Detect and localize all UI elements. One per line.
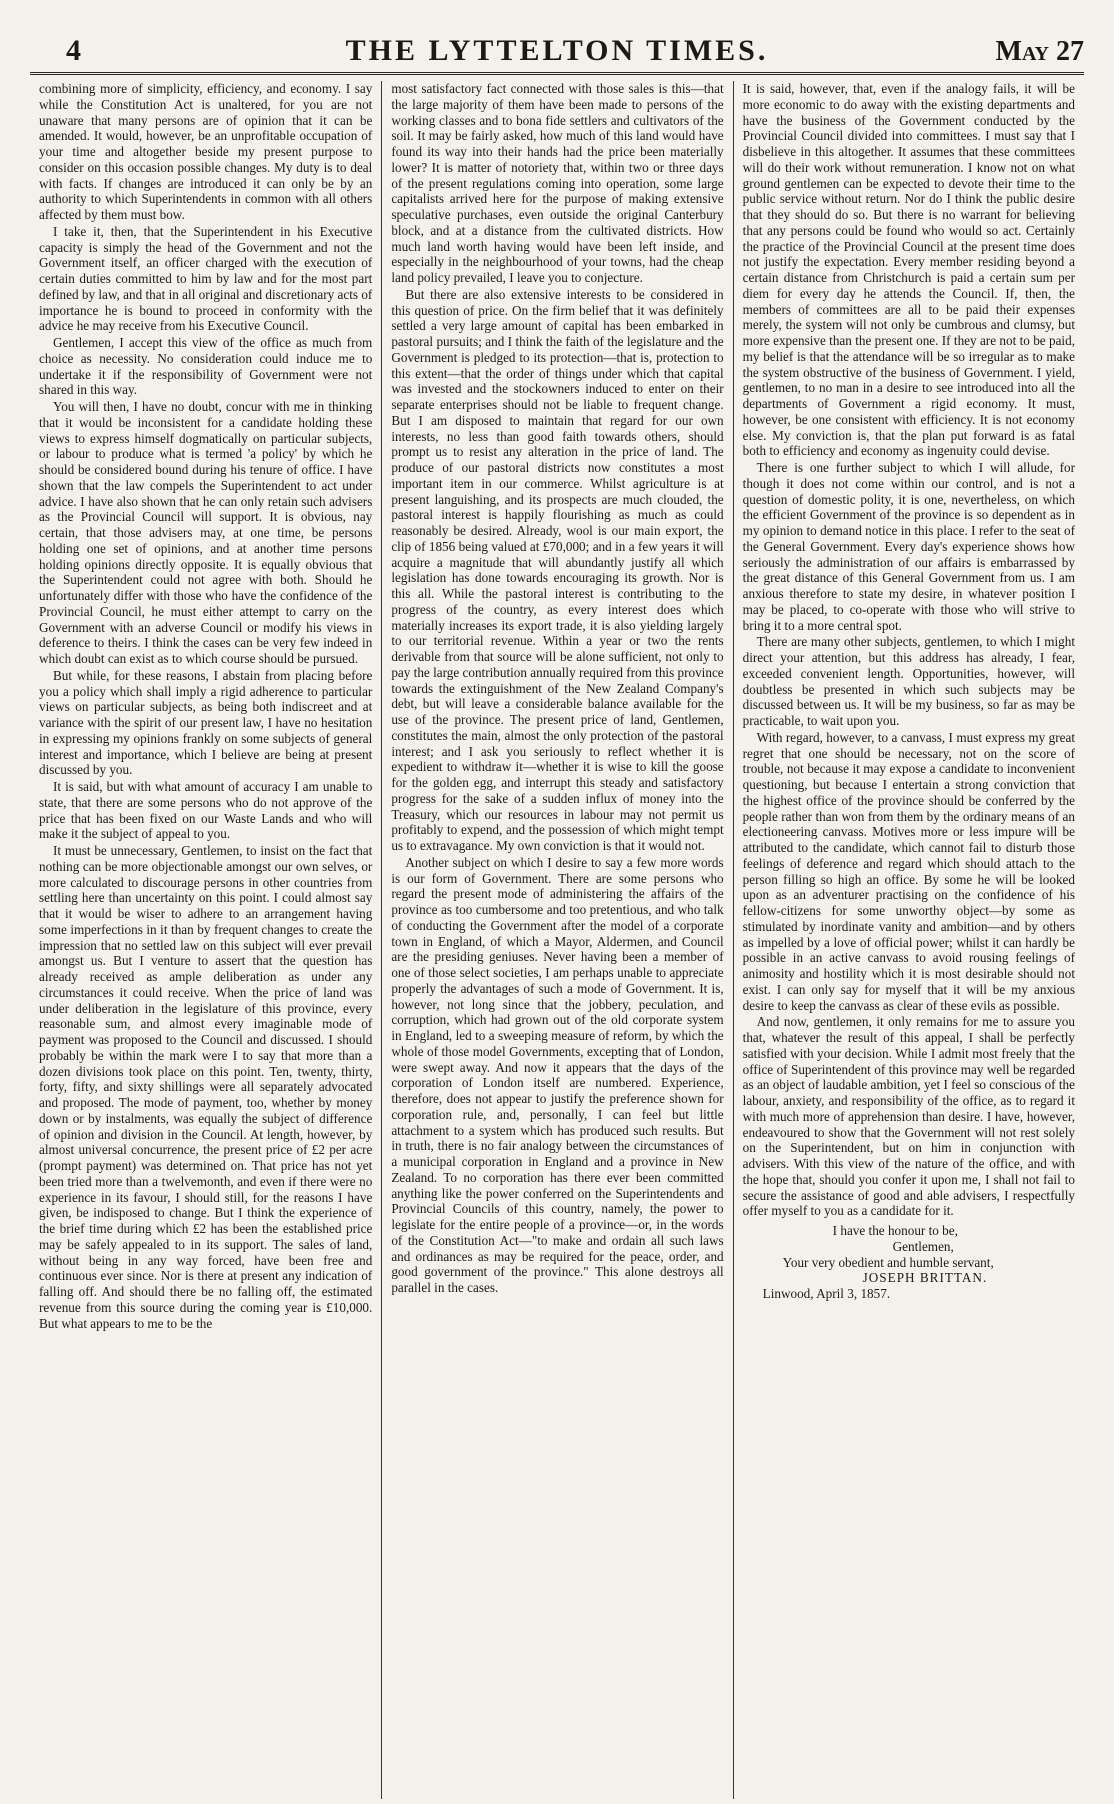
- newspaper-title: THE LYTTELTON TIMES.: [345, 34, 769, 67]
- paragraph: most satisfactory fact connected with those sales is this—that the large majority of them have been made to persons of the working classes and to bona fide settlers and cultivators of the soil. It may be fairly asked, how much of this land would have found its way into their hands had the price been materially lower? It is matter of notoriety that, within two or three days of the present regulations coming into operation, some large capitalists arrived here for the purpose of making extensive speculative purchases, even outside the original Canterbury block, and at a distance from the cultivated districts. How much land worth having would have been left inside, and especially in the neighbourhood of your towns, had the cheap land policy prevailed, I leave you to conjecture.: [391, 81, 724, 285]
- paragraph: With regard, however, to a canvass, I must express my great regret that one should be necessary, not on the score of trouble, not because it may expose a candidate to inconvenient questioning, but because I entertain a strong conviction that the highest office of the province should be conferred by the people rather than won from them by the ordinary means of an electioneering canvass. Motives more or less impure will be attributed to the candidate, which cannot fail to disturb those feelings of deference and regard which should attach to the person filling so high an office. By some he will be looked upon as an adventurer practising on the confidence of his fellow-citizens for some unworthy object—by some as stimulated by inordinate vanity and ambition—and by others as impelled by a love of official power; whilst it can hardly be possible in an active canvass to avoid rousing feelings of animosity and hostility which it is most desirable should not exist. I can only say for myself that it will be my anxious desire to keep the canvass as clear of these evils as possible.: [742, 729, 1075, 1013]
- place-date: Linwood, April 3, 1857.: [762, 1286, 891, 1301]
- column-3: [733, 81, 1084, 1799]
- paragraph: There is one further subject to which I will allude, for though it does not come within our control, and is not a question of domestic polity, it is one, nevertheless, on which the efficient Government of the province is so dependent as in my opinion to demand notice in this place. I refer to the seat of the General Government. Every day's experience shows how seriously the administration of our affairs is embarrassed by the great distance of this General Government from us. I am anxious therefore to state my desire, in whatever position I may be placed, to co-operate with those who will strive to bring it to a more central spot.: [742, 460, 1075, 633]
- paragraph: It is said, however, that, even if the analogy fails, it will be more economic to do away with the existing departments and have the business of the Government conducted by the Provincial Council divided into committees. I must say that I disbelieve in this altogether. It assumes that these committees will do their work without remuneration. I know not on what ground gentlemen can be expected to devote their time to the public service without return. Nor do I think the public desire that they should do so. But there is no warrant for believing that any persons could be found who would so act. Certainly the practice of the Provincial Council at the present time does not justify the expectation. Every member residing beyond a certain distance from Christchurch is paid a certain sum per diem for every day he attends the Council. If, then, the members of committees are all to be paid their expenses merely, the system will not only be cumbrous and clumsy, but more expensive than the present one. If they are not to be paid, my belief is that the attendance will be so irregular as to make the system obstructive of the business of Government. I yield, gentlemen, to no man in a desire to see introduced into all the departments of Government a rigid economy. It must, however, be one consistent with efficiency. It is not economy else. My conviction is, that the plan put forward is as fatal both to efficiency and economy as ingenuity could devise.: [742, 81, 1075, 459]
- paragraph: But there are also extensive interests to be considered in this question of price. On the firm belief that it was definitely settled a very large amount of capital has been embarked in pastoral pursuits; and I think the faith of the legislature and the Government is pledged to its protection—that is, protection to this extent—that the order of things under which that capital was invested and the stockowners induced to enter on their separate enterprises should not be liable to frequent change. But I am disposed to maintain that regard for our own interests, no less than good faith towards others, should prompt us to resist any alteration in the price of land. The produce of our pastoral districts now constitutes a most important item in our commerce. Whilst agriculture is at present languishing, and its prospects are much clouded, the pastoral interest is happily flourishing as much as could reasonably be desired. Already, wool is our main export, the clip of 1856 being valued at £70,000; and in a few years it will acquire a magnitude that will abundantly justify all which legislation has done towards encouraging its growth. Nor is this all. While the pastoral interest is contributing to the progress of the country, as every interest does which materially increases its export trade, it is also yielding largely to our territorial revenue. Within a year or two the rents derivable from that source will be alone sufficient, not only to pay the large contribution annually required from this province towards the extinguishment of the New Zealand Company's debt, but will leave a considerable balance available for the use of the province. The present price of land, Gentlemen, constitutes the main, almost the only protection of the pastoral interest; and I ask you seriously to reflect whether it is expedient to withdraw it—whether it is wise to kill the goose for the golden egg, and interrupt this steady and satisfactory progress for the sake of a sudden influx of money into the Treasury, which our resources in labour may not permit us profitably to expend, and the possession of which might tempt us to extravagance. My own conviction is that it would not.: [391, 286, 724, 853]
- column-2: [381, 81, 732, 1799]
- closing-servant: Your very obedient and humble servant,: [782, 1254, 994, 1270]
- closing-salutation: Gentlemen,: [892, 1238, 954, 1254]
- paragraph: There are many other subjects, gentlemen, to which I might direct your attention, but this address has already, I fear, exceeded convenient length. Opportunities, however, will doubtless be presented in which such subjects may be discussed between us. It will be my business, so far as may be practicable, to wait upon you.: [742, 634, 1075, 728]
- masthead: [30, 22, 1084, 75]
- paragraph: Gentlemen, I accept this view of the office as much from choice as necessity. No consideration could induce me to undertake it if the responsibility of Government were not shared in this way.: [39, 335, 373, 398]
- issue-date: May 27: [995, 36, 1084, 67]
- paragraph: You will then, I have no doubt, concur with me in thinking that it would be inconsistent for a candidate holding these views to express himself dogmatically on particular subjects, or labour to produce what is termed 'a policy' by which he should be considered bound during his tenure of office. I have shown that the law compels the Superintendent to act under advice. I have also shown that he can only retain such advisers as the Provincial Council will support. It is obvious, nay certain, that those advisers may, at one time, be persons holding one set of opinions, and at another time persons holding opinions directly opposite. It is equally obvious that the Superintendent could not agree with both. Should he unfortunately differ with those who have the confidence of the Provincial Council, he must either attempt to carry on the Government with an adverse Council or modify his views in deference to theirs. I think the cases can be very few indeed in which doubt can exist as to which course should be pursued.: [39, 399, 373, 666]
- column-1: [30, 81, 381, 1799]
- paragraph: And now, gentlemen, it only remains for me to assure you that, whatever the result of this appeal, I shall be perfectly satisfied with your decision. While I admit most freely that the office of Superintendent of this province may well be regarded as an object of laudable ambition, yet I feel so conscious of the labour, anxiety, and responsibility of the office, as to regard it with much more of apprehension than desire. I have, however, endeavoured to show that the Government will not rest solely on the Superintendent, but on him in conjunction with advisers. With this view of the nature of the office, and with the hope that, should you confer it upon me, I shall not fail to secure the assistance of good and able advisers, I respectfully offer myself to you as a candidate for it.: [742, 1014, 1075, 1219]
- paragraph: I take it, then, that the Superintendent in his Executive capacity is simply the head of the Government and not the Government itself, an officer charged with the execution of certain duties committed to him by law and for the most part defined by law, and that in all original and discretionary acts of importance he is bound to proceed in conformity with the advice he may receive from his Executive Council.: [39, 223, 373, 334]
- article-columns: [30, 81, 1084, 1799]
- closing-honour: I have the honour to be,: [832, 1223, 958, 1238]
- paragraph: But while, for these reasons, I abstain from placing before you a policy which shall imply a rigid adherence to particular views on particular subjects, as being both indiscreet and at variance with the spirit of our present law, I have no hesitation in expressing my opinions frankly on some subjects of general interest and importance, which I believe are being at present discussed by you.: [39, 667, 373, 778]
- paragraph: combining more of simplicity, efficiency, and economy. I say while the Constitution Act is unaltered, for you are not unaware that many persons are of opinion that it can be amended. It would, however, be an unprofitable occupation of your time and altogether beside my present purpose to consider on this occasion possible changes. My duty is to deal with facts. If changes are introduced it can only be by an authority to which Superintendents in common with all others affected by them must bow.: [39, 81, 373, 222]
- paragraph: It must be unnecessary, Gentlemen, to insist on the fact that nothing can be more objectionable amongst our own selves, or more calculated to discourage persons in other countries from settling here than uncertainty on this point. I could almost say that it would be wiser to adhere to an arrangement having some imperfections in it than by frequent changes to create the impression that no settled law on this subject will ever prevail amongst us. But I venture to assert that the question has already received as ample deliberation as under any circumstances it could receive. When the price of land was under deliberation in the legislature of this province, every reasonable sum, and almost every imaginable mode of payment was proposed to the Council and discussed. I should probably be within the mark were I to say that more than a dozen divisions took place on this point. Ten, twenty, thirty, forty, fifty, and sixty shillings were all separately advocated and proposed. The mode of payment, too, whether by money down or by instalments, was equally the subject of difference of opinion and division in the Council. At length, however, by almost universal concurrence, the present price of £2 per acre (prompt payment) was determined on. That price has not yet been tried more than a twelvemonth, and even if there were no experience in its favour, I should still, for the reasons I have given, be indisposed to change. But I think the experience of the brief time during which £2 has been the established price may be safely appealed to in its support. The sales of land, without being in any way forced, have been free and continuous ever since. Nor is there at present any indication of falling off. And should there be no falling off, the estimated revenue from this source during the coming year is £10,000. But what appears to me to be the: [39, 843, 373, 1331]
- paragraph: Another subject on which I desire to say a few more words is our form of Government. There are some persons who regard the present mode of administering the affairs of the province as too cumbersome and too pretentious, and who talk of conducting the Government after the model of a corporate town in England, of which a Mayor, Aldermen, and Council are the presiding geniuses. Never having been a member of one of those select societies, I am perhaps unable to appreciate properly the advantages of such a mode of Government. It is, however, not long since that the jobbery, peculation, and corruption, which had grown out of the old corporate system in England, led to a sweeping measure of reform, by which the whole of those model Governments, excepting that of London, were swept away. And now it appears that the days of the corporation of London itself are numbered. Experience, therefore, does not appear to justify the preference shown for corporation rule, and, personally, I can feel but little attachment to a system which has produced such results. But in truth, there is no fair analogy between the circumstances of a municipal corporation in England and a province in New Zealand. To no corporation has there ever been committed anything like the power conferred on the Superintendents and Provincial Councils of this country, namely, the power to legislate for the entire people of a province—or, in the words of the Constitution Act—"to make and ordain all such laws and ordinances as may be required for the peace, order, and good government of the province." This alone destroys all parallel in the cases.: [391, 854, 724, 1295]
- letter-signoff: [743, 1223, 1075, 1302]
- page-number: 4: [66, 34, 81, 67]
- signatory-name: JOSEPH BRITTAN.: [862, 1270, 988, 1286]
- paragraph: It is said, but with what amount of accuracy I am unable to state, that there are some persons who do not approve of the price that has been fixed on our Waste Lands and who will make it the subject of appeal to you.: [39, 779, 373, 842]
